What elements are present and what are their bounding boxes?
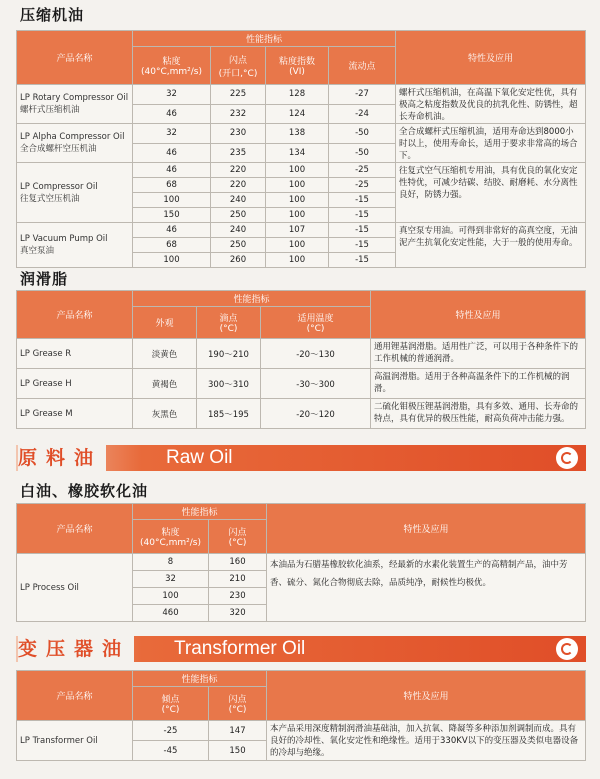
viscosity-cell: 100 xyxy=(133,193,211,208)
grease-col-drop: 滴点 (°C) xyxy=(197,307,261,339)
flash-cell: 260 xyxy=(211,253,266,268)
flash-cell: 240 xyxy=(211,193,266,208)
pour-cell: -15 xyxy=(329,253,396,268)
transformer-cn: 变压器油 xyxy=(18,636,134,662)
viscosity-cell: 460 xyxy=(133,605,209,622)
flash-cell: 230 xyxy=(209,588,267,605)
product-name: LP Grease R xyxy=(17,339,133,369)
temp-cell: -20～120 xyxy=(261,399,371,429)
vi-cell: 100 xyxy=(266,208,329,223)
pour-cell: -50 xyxy=(329,124,396,144)
feature-text: 本产品采用深度精制润滑油基础油，加入抗氧、降凝等多种添加剂调制而成。具有良好的冷却性、氧化安定性和绝缘性。适用于330KV以下的变压器及类似电器设备的冷却与绝缘。 xyxy=(267,721,586,761)
viscosity-cell: 46 xyxy=(133,143,211,163)
viscosity-cell: 150 xyxy=(133,208,211,223)
product-name xyxy=(17,223,133,268)
transformer-col-flash: 闪点 (°C) xyxy=(209,687,267,721)
product-name xyxy=(17,124,133,163)
vi-cell: 138 xyxy=(266,124,329,144)
col-vi: 粘度指数 (VI) xyxy=(266,47,329,85)
col-flash: 闪点 (开口,°C) xyxy=(211,47,266,85)
transformer-col-pour: 倾点 (°C) xyxy=(133,687,209,721)
col-perf: 性能指标 xyxy=(133,31,396,47)
process-section-title: 白油、橡胶软化油 xyxy=(20,482,149,500)
feature-text: 通用锂基润滑脂。适用性广泛，可以用于各种条件下的工作机械的普通润滑。 xyxy=(371,339,586,369)
table-row xyxy=(17,721,586,741)
drop-cell: 300～310 xyxy=(197,369,261,399)
product-name-en: LP Compressor Oil xyxy=(20,181,98,192)
process-col-product: 产品名称 xyxy=(17,504,133,554)
product-name xyxy=(17,85,133,124)
appearance-cell: 黄褐色 xyxy=(133,369,197,399)
pour-cell: -45 xyxy=(133,741,209,761)
flash-cell: 250 xyxy=(211,208,266,223)
product-name: LP Grease H xyxy=(17,369,133,399)
viscosity-cell: 8 xyxy=(133,554,209,571)
temp-cell: -30～300 xyxy=(261,369,371,399)
process-col-viscosity: 粘度 (40°C,mm²/s) xyxy=(133,520,209,554)
grease-col-temp: 适用温度 (°C) xyxy=(261,307,371,339)
pour-cell: -24 xyxy=(329,104,396,124)
product-name: LP Transformer Oil xyxy=(17,721,133,761)
grease-table xyxy=(16,290,586,429)
temp-cell: -20～130 xyxy=(261,339,371,369)
appearance-cell: 灰黑色 xyxy=(133,399,197,429)
transformer-col-perf: 性能指标 xyxy=(133,671,267,687)
viscosity-cell: 68 xyxy=(133,238,211,253)
drop-cell: 185～195 xyxy=(197,399,261,429)
table-row xyxy=(17,85,586,105)
appearance-cell: 淡黄色 xyxy=(133,339,197,369)
viscosity-cell: 100 xyxy=(133,588,209,605)
pour-cell: -27 xyxy=(329,85,396,105)
process-col-flash: 闪点 (°C) xyxy=(209,520,267,554)
flash-cell: 210 xyxy=(209,571,267,588)
table-row xyxy=(17,399,586,429)
table-row xyxy=(17,163,586,178)
table-row xyxy=(17,369,586,399)
pour-cell: -25 xyxy=(329,178,396,193)
viscosity-cell: 32 xyxy=(133,571,209,588)
flash-cell: 160 xyxy=(209,554,267,571)
viscosity-cell: 32 xyxy=(133,124,211,144)
grease-col-appearance: 外观 xyxy=(133,307,197,339)
process-col-perf: 性能指标 xyxy=(133,504,267,520)
product-name: LP Process Oil xyxy=(17,554,133,622)
brand-logo-icon xyxy=(556,447,578,469)
viscosity-cell: 46 xyxy=(133,223,211,238)
pour-cell: -25 xyxy=(133,721,209,741)
product-name-en: LP Rotary Compressor Oil xyxy=(20,93,129,103)
flash-cell: 232 xyxy=(211,104,266,124)
col-pour: 流动点 xyxy=(329,47,396,85)
feature-text: 真空泵专用油。可得到非常好的高真空度，无油泥产生抗氧化安定性能，大于一般的使用寿命。 xyxy=(396,223,586,268)
flash-cell: 147 xyxy=(209,721,267,741)
viscosity-cell: 46 xyxy=(133,104,211,124)
feature-text: 全合成螺杆式压缩机油，适用寿命达到8000小时以上，使用寿命长，适用于要求非常高的场合下。 xyxy=(396,124,586,163)
product-name-cn: 全合成螺杆空压机油 xyxy=(20,144,97,154)
vi-cell: 100 xyxy=(266,193,329,208)
viscosity-cell: 68 xyxy=(133,178,211,193)
table-row xyxy=(17,223,586,238)
table-row xyxy=(17,124,586,144)
product-name: LP Grease M xyxy=(17,399,133,429)
flash-cell: 230 xyxy=(211,124,266,144)
feature-text: 高温润滑脂。适用于各种高温条件下的工作机械的润滑。 xyxy=(371,369,586,399)
viscosity-cell: 46 xyxy=(133,163,211,178)
flash-cell: 240 xyxy=(211,223,266,238)
product-name-en: LP Vacuum Pump Oil xyxy=(20,234,108,244)
flash-cell: 225 xyxy=(211,85,266,105)
col-viscosity: 粘度 (40°C,mm²/s) xyxy=(133,47,211,85)
vi-cell: 100 xyxy=(266,238,329,253)
product-name xyxy=(17,163,133,223)
compressor-table xyxy=(16,30,586,268)
transformer-banner xyxy=(16,636,586,662)
brand-logo-icon xyxy=(556,638,578,660)
feature-text: 螺杆式压缩机油，在高温下氧化安定性优，具有极高之粘度指数及优良的抗乳化性、防锈性，超长寿命机油。 xyxy=(396,85,586,124)
pour-cell: -25 xyxy=(329,163,396,178)
feature-text: 往复式空气压缩机专用油，具有优良的氧化安定性特优，可减少结碳、结胶、耐磨耗、水分离性良好，防锈力强。 xyxy=(396,163,586,223)
viscosity-cell: 32 xyxy=(133,85,211,105)
pour-cell: -15 xyxy=(329,223,396,238)
transformer-col-product: 产品名称 xyxy=(17,671,133,721)
vi-cell: 134 xyxy=(266,143,329,163)
flash-cell: 235 xyxy=(211,143,266,163)
raw-oil-cn: 原料油 xyxy=(18,445,106,471)
compressor-section-title: 压缩机油 xyxy=(20,6,85,24)
table-row xyxy=(17,554,586,571)
feature-text: 本油品为石腊基橡胶软化油系，经最新的水素化装置生产的高精制产品，油中芳香、硫分、氮化合物彻底去除，品质纯净，耐候性均极优。 xyxy=(267,554,586,622)
vi-cell: 100 xyxy=(266,163,329,178)
product-name-cn: 螺杆式压缩机油 xyxy=(20,105,80,115)
raw-oil-en: Raw Oil xyxy=(166,447,233,468)
feature-text: 二硫化钼极压锂基润滑脂，具有多效、通用、长寿命的特点，具有优异的极压性能，耐高负荷冲击能力强。 xyxy=(371,399,586,429)
flash-cell: 250 xyxy=(211,238,266,253)
pour-cell: -15 xyxy=(329,193,396,208)
process-col-feature: 特性及应用 xyxy=(267,504,586,554)
flash-cell: 320 xyxy=(209,605,267,622)
process-table xyxy=(16,503,586,622)
grease-col-product: 产品名称 xyxy=(17,291,133,339)
product-name-en: LP Alpha Compressor Oil xyxy=(20,132,125,142)
viscosity-cell: 100 xyxy=(133,253,211,268)
pour-cell: -15 xyxy=(329,208,396,223)
pour-cell: -15 xyxy=(329,238,396,253)
flash-cell: 150 xyxy=(209,741,267,761)
vi-cell: 100 xyxy=(266,253,329,268)
drop-cell: 190～210 xyxy=(197,339,261,369)
grease-section-title: 润滑脂 xyxy=(20,270,69,288)
vi-cell: 107 xyxy=(266,223,329,238)
col-product: 产品名称 xyxy=(17,31,133,85)
grease-col-perf: 性能指标 xyxy=(133,291,371,307)
transformer-en: Transformer Oil xyxy=(174,638,306,659)
product-name-cn: 往复式空压机油 xyxy=(20,193,80,204)
product-name-cn: 真空泵油 xyxy=(20,246,55,256)
col-feature: 特性及应用 xyxy=(396,31,586,85)
flash-cell: 220 xyxy=(211,163,266,178)
grease-col-feature: 特性及应用 xyxy=(371,291,586,339)
table-row xyxy=(17,339,586,369)
raw-oil-banner xyxy=(16,445,586,471)
flash-cell: 220 xyxy=(211,178,266,193)
transformer-col-feature: 特性及应用 xyxy=(267,671,586,721)
transformer-table xyxy=(16,670,586,761)
vi-cell: 124 xyxy=(266,104,329,124)
pour-cell: -50 xyxy=(329,143,396,163)
vi-cell: 100 xyxy=(266,178,329,193)
vi-cell: 128 xyxy=(266,85,329,105)
